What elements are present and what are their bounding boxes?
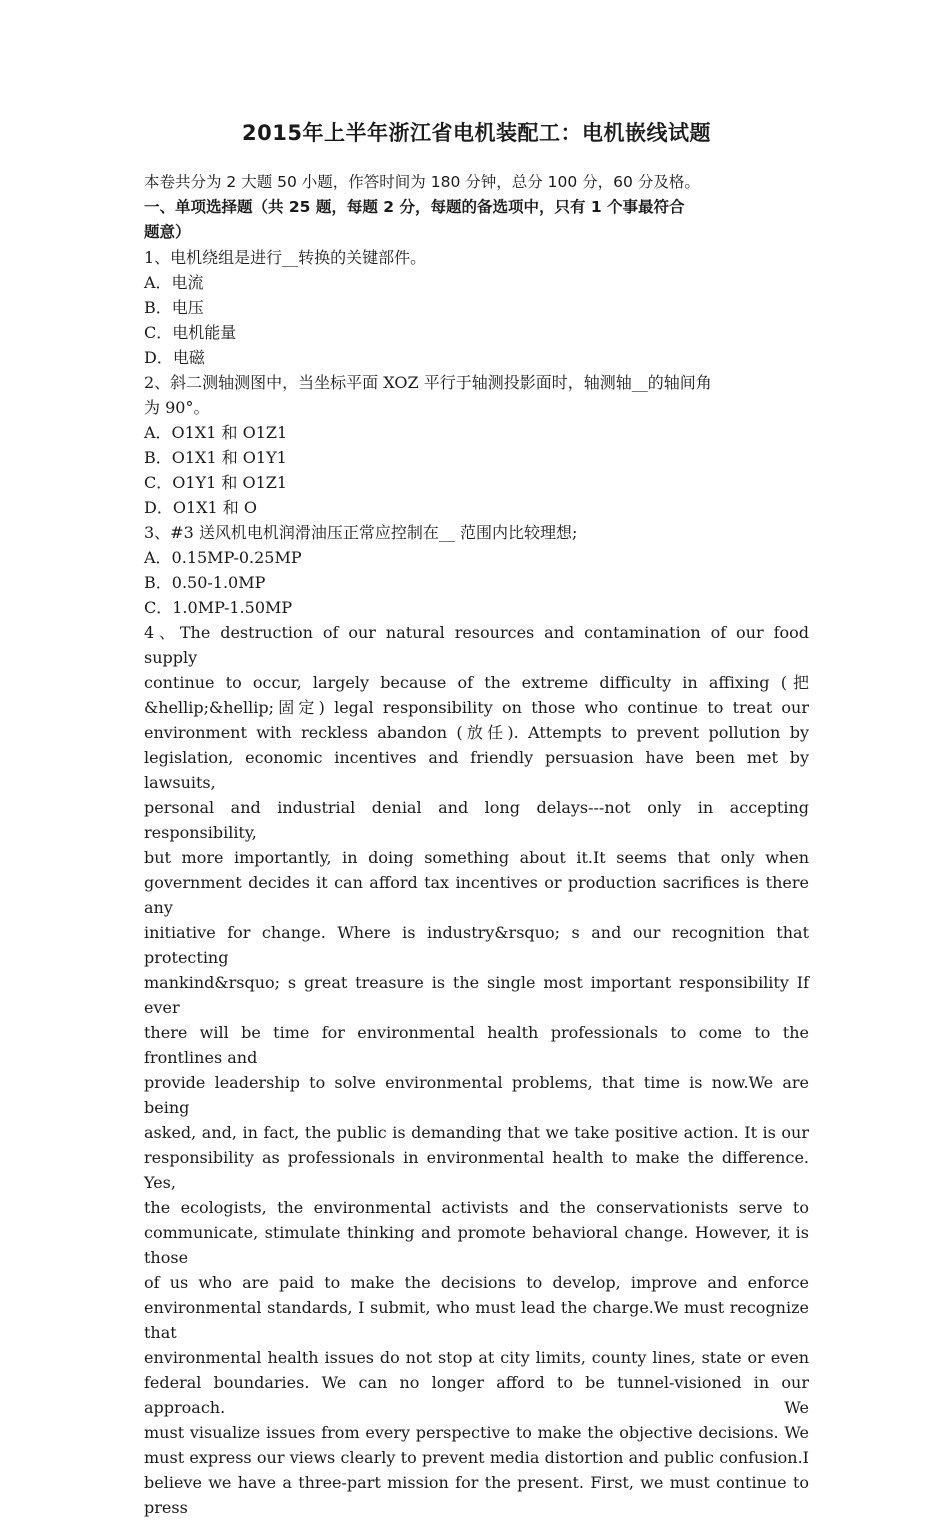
passage-line: environment with reckless abandon (放任). Attempts to prevent pollution by	[144, 723, 809, 742]
passage-line: communicate, stimulate thinking and promote behavioral change. However, it is those	[144, 1223, 809, 1267]
answer-option: C．电机能量	[144, 323, 237, 342]
exam-intro: 本卷共分为 2 大题 50 小题，作答时间为 180 分钟，总分 100 分，60 分及格。	[144, 173, 700, 191]
passage-line: provide leadership to solve environmental problems, that time is now.We are being	[144, 1073, 809, 1117]
passage-line: there will be time for environmental health professionals to come to the frontlines and	[144, 1023, 809, 1067]
passage-line: responsibility as professionals in environmental health to make the difference. Yes,	[144, 1148, 809, 1192]
document-title: 2015年上半年浙江省电机装配工：电机嵌线试题	[242, 121, 711, 145]
question-4-passage	[144, 620, 809, 1520]
passage-line: asked, and, in fact, the public is demanding that we take positive action. It is our	[144, 1123, 809, 1142]
question-3	[144, 520, 809, 620]
question-1	[144, 245, 809, 370]
question-stem: 3、#3 送风机电机润滑油压正常应控制在__ 范围内比较理想;	[144, 523, 578, 542]
answer-option: C．1.0MP-1.50MP	[144, 598, 293, 617]
passage-line: legislation, economic incentives and friendly persuasion have been met by lawsuits,	[144, 748, 809, 792]
passage-line: mankind&rsquo; s great treasure is the single most important responsibility If ever	[144, 973, 809, 1017]
passage-line: environmental standards, I submit, who must lead the charge.We must recognize that	[144, 1298, 809, 1342]
question-stem: 2、斜二测轴测图中，当坐标平面 XOZ 平行于轴测投影面时，轴测轴__的轴间角	[144, 373, 712, 392]
answer-option: B．O1X1 和 O1Y1	[144, 448, 287, 467]
passage-line: the ecologists, the environmental activists and the conservationists serve to	[144, 1198, 809, 1217]
question-stem: 1、电机绕组是进行__转换的关键部件。	[144, 248, 427, 267]
section-heading-cont: 题意）	[144, 223, 191, 241]
answer-option: A．电流	[144, 273, 204, 292]
answer-option: B．0.50-1.0MP	[144, 573, 266, 592]
passage-line: must express our views clearly to prevent media distortion and public confusion.I	[144, 1448, 809, 1467]
question-2	[144, 370, 809, 520]
passage-line: environmental health issues do not stop at city limits, county lines, state or even	[144, 1348, 809, 1367]
passage-line: believe we have a three-part mission for the present. First, we must continue to press	[144, 1473, 809, 1517]
answer-option: D．电磁	[144, 348, 205, 367]
passage-line: federal boundaries. We can no longer afford to be tunnel-visioned in our approach. We	[144, 1373, 809, 1417]
section-heading: 一、单项选择题（共 25 题，每题 2 分，每题的备选项中，只有 1 个事最符合	[144, 198, 685, 216]
passage-line: personal and industrial denial and long delays---not only in accepting responsibility,	[144, 798, 809, 842]
passage-line: government decides it can afford tax incentives or production sacrifices is there any	[144, 873, 809, 917]
passage-line: must visualize issues from every perspective to make the objective decisions. We	[144, 1423, 809, 1442]
passage-line: but more importantly, in doing something about it.It seems that only when	[144, 848, 809, 867]
answer-option: D．O1X1 和 O	[144, 498, 257, 517]
answer-option: B．电压	[144, 298, 204, 317]
question-stem-cont: 为 90°。	[144, 398, 210, 417]
answer-option: C．O1Y1 和 O1Z1	[144, 473, 288, 492]
passage-line: of us who are paid to make the decisions to develop, improve and enforce	[144, 1273, 809, 1292]
passage-line: &hellip;&hellip;固定) legal responsibility on those who continue to treat our	[144, 698, 809, 717]
answer-option: A．O1X1 和 O1Z1	[144, 423, 288, 442]
passage-line: initiative for change. Where is industry&rsquo; s and our recognition that protecting	[144, 923, 809, 967]
passage-line: continue to occur, largely because of the extreme difficulty in affixing (把	[144, 673, 809, 692]
passage-line: 4、The destruction of our natural resources and contamination of our food supply	[144, 623, 810, 667]
document-page	[144, 118, 809, 1520]
answer-option: A．0.15MP-0.25MP	[144, 548, 302, 567]
